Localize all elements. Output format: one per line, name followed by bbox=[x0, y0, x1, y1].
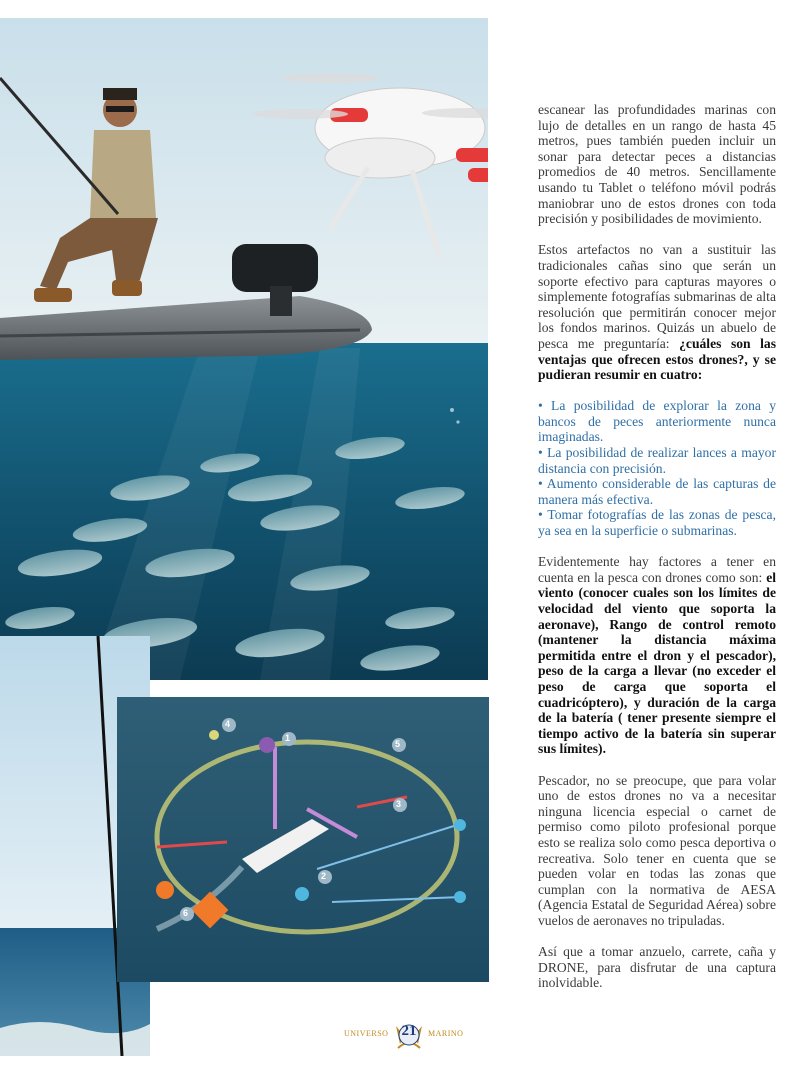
article-text-column bbox=[538, 102, 776, 1006]
article-paragraph-2-question: ¿cuáles son las ventajas que ofrecen estos drones?, y se pudieran resumir en cuatro: bbox=[538, 335, 776, 383]
diagram-marker-2: 2 bbox=[321, 871, 327, 881]
article-paragraph-1: escanear las profundidades marinas con lujo de detalles en un rango de hasta 45 metros, pues también pueden incluir un sonar para detectar peces a distancias promedios de 40 metros. Sencillamente usando tu Tablet o teléfono móvil podrás maniobrar uno de estos drones con toda precisión y posibilidades de movimiento. bbox=[538, 102, 776, 227]
article-paragraph-3-factors: el viento (conocer cuales son los límites de velocidad del viento que soporta la aeronave), Rango de control remoto (mantener la distancia máxima permitida entre el dron y el pescador), peso de la carga a llevar (no exceder el peso de carga que soporta el cuadricóptero), y duración de la carga de la batería ( tener presente siempre el tiempo activo de la batería sin superar sus límites). bbox=[538, 569, 776, 757]
article-paragraph-2 bbox=[538, 242, 776, 382]
article-paragraph-3 bbox=[538, 554, 776, 757]
advantage-item: • La posibilidad de explorar la zona y bancos de peces anteriormente nunca imaginadas. bbox=[538, 398, 776, 445]
page-footer bbox=[340, 1018, 480, 1050]
footer-brand-left: UNIVERSO bbox=[344, 1029, 389, 1038]
diagram-marker-4: 4 bbox=[225, 719, 231, 729]
drone-fishing-diagram bbox=[117, 697, 489, 982]
page-number: 21 bbox=[401, 1023, 417, 1039]
advantage-item: • La posibilidad de realizar lances a mayor distancia con precisión. bbox=[538, 445, 776, 476]
diagram-marker-1: 1 bbox=[285, 733, 291, 743]
advantages-list bbox=[538, 398, 776, 538]
article-paragraph-2-text: Estos artefactos no van a sustituir las tradicionales cañas sino que serán un soporte efectivo para capturas mayores o simplemente fotografías submarinas de alta resolución que permitirán conocer mejor los fondos marinos. Quizás un abuelo de pesca me preguntaría: bbox=[538, 242, 776, 351]
diagram-marker-3: 3 bbox=[396, 799, 402, 809]
footer-brand-right: MARINO bbox=[428, 1029, 464, 1038]
article-paragraph-5: Así que a tomar anzuelo, carrete, caña y DRONE, para disfrutar de una captura inolvidable. bbox=[538, 944, 776, 991]
advantage-item: • Tomar fotografías de las zonas de pesca, ya sea en la superficie o submarinas. bbox=[538, 507, 776, 539]
diagram-marker-6: 6 bbox=[183, 908, 189, 918]
article-paragraph-3-text: Evidentemente hay factores a tener en cuenta en la pesca con drones como son: bbox=[538, 554, 776, 585]
fishing-drone-photo bbox=[0, 18, 488, 680]
diagram-marker-5: 5 bbox=[395, 739, 401, 749]
article-paragraph-4: Pescador, no se preocupe, que para volar uno de estos drones no va a necesitar ninguna licencia especial o carnet de permiso como piloto profesional porque esto se realiza solo como pesca deportiva o recreativa. Solo tener en cuenta que se pueden volar en todas las zonas que cumplan con la normativa de AESA (Agencia Estatal de Seguridad Aérea) sobre vuelos de aeronaves no tripuladas. bbox=[538, 772, 776, 928]
advantage-item: • Aumento considerable de las capturas de manera más efectiva. bbox=[538, 476, 776, 507]
